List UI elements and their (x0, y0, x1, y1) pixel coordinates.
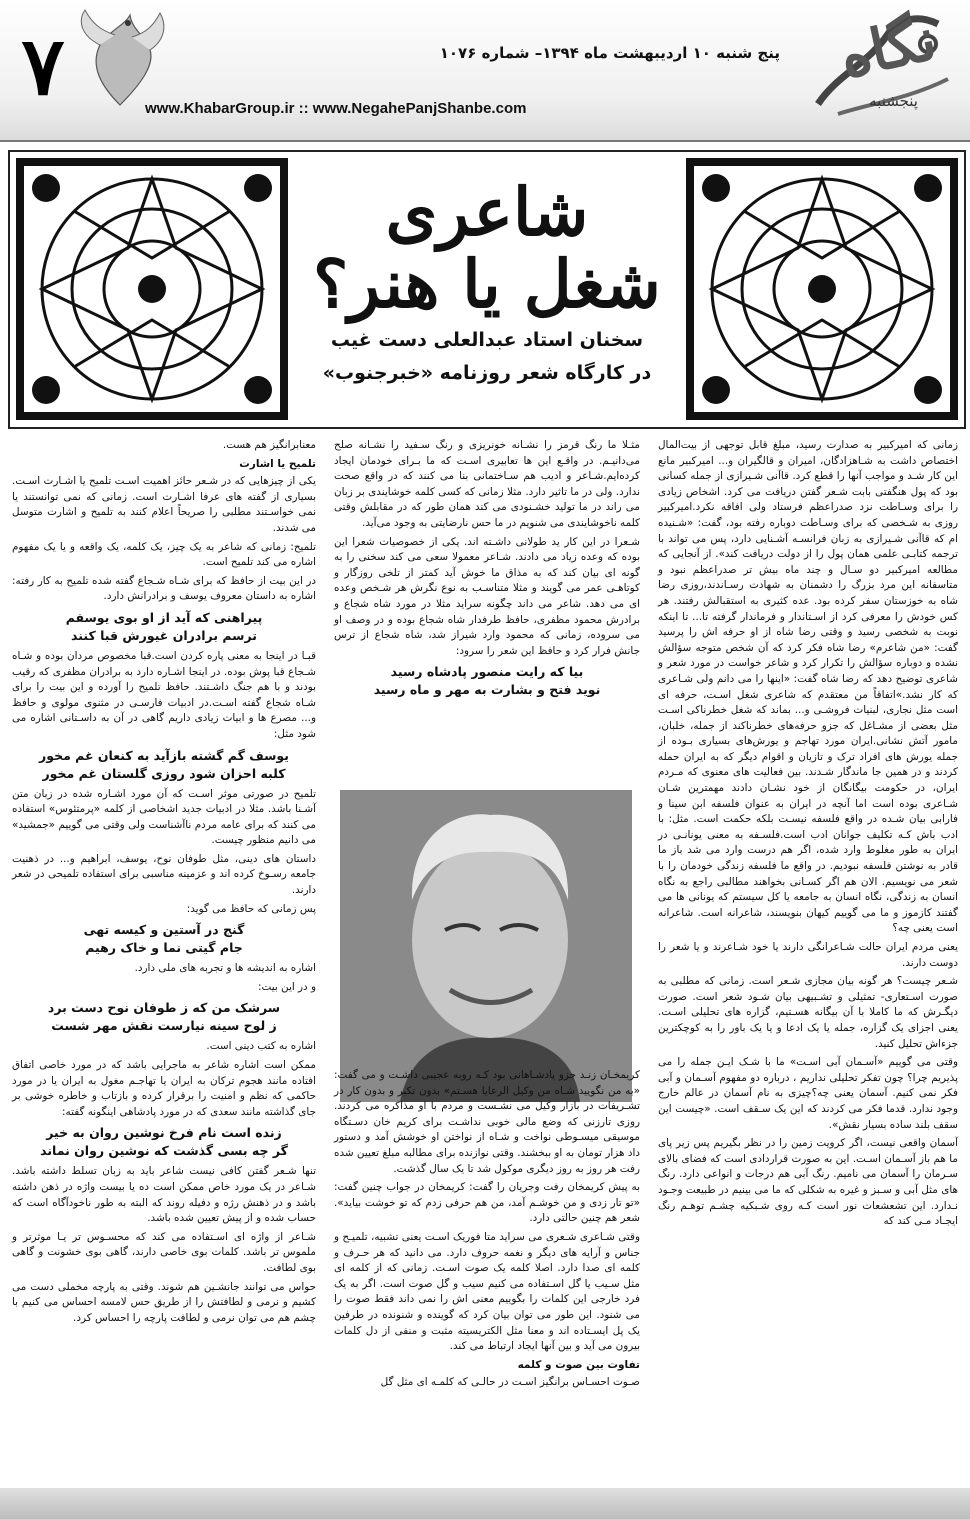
paragraph: تلمیح: زمانی که شاعر به یک چیز، یک کلمه، یک واقعه و یا یک مفهوم اشاره می کند تلمیح است. (12, 540, 316, 569)
verse-line: جام گیتی نما و خاک رهیم (85, 940, 243, 956)
newspaper-logo (808, 4, 958, 122)
paragraph: مثـلا ما رنگ قرمز را نشـانه خونریزی و رنگ سـفید را نشـانه صلح می‌دانیـم. در واقـع این ها تعابیری اسـت که ما بـرای خودمان ایجاد کرده‌ایم.شـاعر و ادیب هم سـاختمانی بنا می کنند که در واقع صحت ندارد. ولی در ما تاثیر دارد. مثلا زمانی که کسی کلمه خوشایندی بر زبان می راند در ما تولید خشـنودی می کند همان طور که در مقابلش وقتی کلمه ناخوشایندی می شنویم در ما حس نارضایتی به وجود می‌آید. (334, 439, 640, 529)
arabesque-pattern-right (686, 158, 958, 420)
paragraph: حواس می توانند جانشـین هم شوند. وقتی به پارچه مخملی دست می کشیم و نرمی و لطافتش را از طریق حس لامسه احساس می کنیم با چشم هم می توان نرمی و لطافت پارچه را احساس کرد. (12, 1280, 316, 1324)
verse-4 (12, 999, 316, 1035)
paragraph: آسمان واقعی نیست، اگر کرویت زمین را در نظر بگیریم پس زیر پای ما هم باز آسـمان اسـت. این به صورت قراردادی است که فضای بالای سـرمان را آسمان می نامیم. رنگ آبی هم درجات و انواعی دارد. رنگ های مثل آبی و سـبز و غیره به شکلی که ما می بینیم در طبیعت وجـود نـدارد. این تشعشعات نور است کـه روی شـبکیه چشـم توهـم رنگ ایجـاد مـی کند که (658, 1137, 958, 1228)
logo-word: نگاه (833, 4, 943, 92)
subheading-sound-word: تفاوت بین صوت و کلمه (517, 1358, 640, 1371)
paragraph: اشاره به کتب دینی است. (206, 1040, 316, 1053)
page-number: ۷ (21, 19, 65, 113)
paragraph: تنها شـعر گفتن کافی نیست شاعر باید به زبان تسلط داشته باشد. شـاعر در یک مورد خاص ممکن است ده یا بیست واژه در ذهن داشته باشد و در ذهنش رژه و دفیله روند که البته به طور ناخودآگاه است که حساب شده و از پیش تعیین شده باشد. (12, 1165, 316, 1225)
verse-2 (12, 747, 316, 783)
paragraph: تلمیح در صورتی موثر اسـت که آن مورد اشـاره شده در زبان متن آشـنا باشد. مثلا در ادبیات جدید اشخاصی از کلمه «پرمتئوس» استفاده می کنند که برای عامه مردم ناآشناست ولی وقتی می گوییم «جمشید» می دانیم منظور چیست. (12, 787, 316, 847)
column-left (12, 438, 316, 1329)
author-portrait (340, 790, 632, 1102)
verse-line: ترسم برادران غیورش قبا کنند (71, 627, 257, 643)
paragraph: اشاره به اندیشه ها و تجربه های ملی دارد. (134, 962, 316, 975)
paragraph: و در این بیت: (258, 980, 316, 993)
subheadline-line-1: سخنان استاد عبدالعلی دست غیب (330, 329, 644, 351)
article-columns (12, 438, 958, 1478)
article-banner (8, 150, 966, 429)
column-middle-top (334, 438, 640, 703)
paragraph: داستان های دینی، مثل طوفان نوح، یوسف، ابراهیم و... در ذهنیت جامعه رسـوخ کرده اند و عزمینه مناسبی برای استفاده تلمیحی در شعر دارند. (12, 852, 316, 897)
verse-line: بیا که رایت منصور پادشاه رسید (390, 664, 584, 680)
paragraph: زمانی که امیرکبیر به صدارت رسید، مبلغ قابل توجهی از بیت‌المال اختصاص داشت به شـاهزادگان، امیران و قالگیران و... امیرکبیر مانع این کار شـد و مواجب آنها را قطع کرد. قاآنی شـیرازی از جمله کسانی بود که پول هنگفتی بابت شـعر گفتن دریافت می کرد. اشخاص زیادی را برای وسـاطت نزد صدراعظم فرستاد ولی افاقه نکرد.امیرکبیر روزی به شـخصی که برای وسـاطت دوباره رفته بود، گفت: «شـنیده ام که قاآنی شـیرازی به زبان فرانسـه آشـنایی دارد، پس می تواند با ترجمه کتابـی علمی همان پول را از دولت دریافت کند». از آنجایی که مطالعه امیرکبیر دو سـال و چند ماه بیش تر صدراعظم نبود و متاسفانه این مرد بزرگ را دشمنان به شهادت رسـاندند،روزی رضا شاه به خوزستان سفر کرده بود. عده کثیری به استقبالش رفتند. هر کس خودش را معرفی کرد از اسـتاندار و فرماندار گرفته تا... تا اینکه نوبت به شخصی رسید و وقتی رضا شاه از او حرفه اش را پرسید گفت: «من شاعرم» رضا شاه فکر کرد که آن شخص متوجه سؤالش نشده و دوباره سؤالش را تکرار کرد و شاعر خواست در مورد شعر و شاعری توضیح دهد که رضا شاه گفت: «اینها را می دانم ولی شـاعری که کار نشد.»اتفاقاً من معتقدم که شاعری شغل اسـت، حرفه ای است مثل نجاری، لبنیات فروشـی و... بماند که شغل خطرناکی اسـت مثل بعضی از مشـاغل که جزو حرفه‌های خطرناکند از جمله، خلبان، مامور آتش نشانی.ایران مورد تهاجم و یورش‌های بسیاری بـوده از جمله یورش های افراد ترک و تازیان و اقوام دیگر که به ایران حمله کردند و در همین جا ماندگار شـدند. بین فعالیت های معنوی که مـردم ایران، در حکومت بیگانگان از خود نشـان دادند مهمترین شـان شـاعری بوده است اما آنچه در ایران به عنوان فلسفه ابن سینا و فارابی بیان شـده در واقع فلسفه نیسـت بلکه حکمت است. مثل: با ادب باش کـه تکلیف جوانان ادب است.فلسـفه به معنی یونانـی در ایران به طور مغلوط وارد شده، اگر هم درست وارد می شد باز ما قادر به نوشتن فلسفه نبودیم. در واقع ما فلسفه زندگی خودمان را با شعر می نویسیم. الان هم اگر کسـانی بخواهند مطالبی راجع به نگاه انسان به زندگی، نگاه انسان به جامعه یا کل سیستم که یونانی ها می گفتند کازموز و ما می گوییم کیهان بنویسند، شاعرانه است. شاعرانه است یعنی چه؟ (658, 439, 958, 935)
subheadline-line-2: در کارگاه شعر روزنامه «خبرجنوب» (322, 362, 652, 384)
paragraph: به پیش کریمخان رفت وجریان را گفت: کریمخان در جواب چنین گفت: «تو تار زدی و من خوشـم آمد، من هم حرفی زدم که تو خوشت بیاید». شعر هم چنین حالتی دارد. (334, 1181, 640, 1225)
paragraph: وقتی می گوییم «آسـمان آبی اسـت» ما با شـک ایـن جمله را می پذیریم چرا؟ چون تفکر تحلیلی نداریم ، درباره دو مفهوم آسـمان و آبی فکر نمی کنیم. آسمان یعنی چه؟چیزی به نام آسمان در عالم خارج وجود ندارد. قدما فکر می کردند که این یک سـقف است. «چیست این سقف بلند ساده بسیار نقش». (658, 1056, 958, 1131)
paragraph: معنابرانگیز هم هست. (222, 439, 316, 451)
paragraph: شـاعر از واژه ای اسـتفاده می کند که محسـوس تر یـا موثرتر و ملموس تر باشد. کلمات بوی خاصی دارند، گاهی بوی خشونت و گاهی بوی لطافت. (12, 1230, 316, 1274)
paragraph: در این بیت از حافظ که برای شـاه شـجاع گفته شده تلمیح به کار رفته: اشاره به داستان معروف یوسف و برادرانش دارد. (12, 574, 316, 603)
paragraph: پس زمانی که حافظ می گوید: (186, 902, 316, 915)
phoenix-illustration (70, 5, 170, 115)
verse-line: ز لوح سینه نیارست نقش مهر شست (51, 1018, 277, 1034)
paragraph: قبـا در اینجا به معنی پاره کردن است.قبا مخصوص مردان بوده و شـاه شـجاع قبا پوش بوده. در اینجا اشـاره دارد به برادران مظفری که رقیب بودند و با هم جنگ داشـتند. حافظ تلمیح را آورده و این بیت را برای شـاه شجاع گفته اسـت.در ادبیات فارسـی در مثنوی مولوی و حافظ و... مصرع ها و ابیات زیادی داریم گاهی در آن به داسـتانی اشاره می شود مثل: (12, 649, 316, 740)
page-header (0, 0, 970, 142)
verse-line: پیراهنی که آید از او بوی یوسفم (65, 609, 263, 625)
verse-line: کلبه احزان شود روزی گلستان غم مخور (42, 765, 286, 781)
verse-3 (12, 921, 316, 957)
verse-line: زنده است نام فرخ نوشین روان به خیر (46, 1125, 282, 1141)
paragraph: وقتی شـاعری شـعری می سراید متا فوریک اسـت یعنی تشبیه، تلمیـح و جناس و آرایه های دیگر و نغمه حروف دارد. می دانید که هر حـرف و کلمه ای صدا دارد. اصلا کلمه یک صوت اسـت. زمانی که از کلمه ای مثل سـیب یا گل اسـتفاده می کنیم سیب و گل صوت است. اگر به یک فرد خارجی این کلمات را بگوییم معنی اش را نمی داند فقط صوت را می شنود. این طور می توان بیان کرد که گوینده و شنونده در طرفین یک پل ایسـتاده اند و معنا مثل الکتریسیته مثبت و منفی از دل کلمات بیرون می آید و بین آنها ایجاد ارتباط می کند. (334, 1230, 640, 1353)
paragraph: شـعرا در این کار ید طولانی داشـته اند. یکی از خصوصیات شعرا این بوده که وعده زیاد می دادند. شـاعر معمولا سعی می کند سخنی را به گونه ای بیان کند که به مذاق ما خوش آید کمتر از تلخی روزگار و کوتاهـی عمر می گویند و مثلا متناسـب به نوع نگرش هر شـخص وعده ای می دهد. شاعر می داند چگونه سراید مثلا در مورد شاه شجاع و برادرش محمود مظفری، حافظ طرفدار شاه شجاع بوده و در وصف او می سروده، زمانی که محمود وارد شیراز شد، شاه شجاع از ترس جانش فرار کرد و حافظ این شعر را سرود: (334, 535, 640, 657)
footer-bar (0, 1488, 970, 1519)
verse-hafez (334, 663, 640, 699)
verse-1 (12, 609, 316, 645)
headline-line-2: شغل یا هنر؟ (313, 245, 661, 323)
website-urls[interactable]: www.KhabarGroup.ir :: www.NegahePanjShanbe.com (145, 100, 527, 117)
paragraph: ممکن است اشاره شاعر به ماجرایی باشد که در مورد خاصی اتفاق افتاده مانند هجوم ترکان به ایران یا تهاجـم مغول به ایران یا در مورد حاکمی که نظم و امنیت را برقرار کرده و بازتاب و خاطره خوشی بر جای گذاشته مانند سعدی که در مورد پادشاهی اینگونه گفته: (12, 1059, 316, 1118)
verse-line: گنج در آستین و کیسه تهی (83, 922, 245, 938)
paragraph: کریمخـان زنـد جزو پادشـاهانی بود کـه روبه عجیبی داشـت و می گفت: «به من نگویید شـاه من وکیل الرعایا هسـتم» بدون تکبر و بدون کار در تشـریفات در بازار وکیل می نشـست و مردم با او مذاکره می کردند. روزی تارزنی که وضع مالی خوبی نداشـت برای کریم خان دسـتگاه موسیقی میسـوطی نواخت و شـاه از نواختن او خوشش آمد و دستور داد هزار تومان به او ببخشند. وقتی نوازنده برای مطالبه مبلغ تعیین شده رفت هر روز به روز دیگری موکول شد تا یک سال گذشت. (334, 1069, 640, 1175)
paragraph: یکی از چیزهایی که در شـعر حائز اهمیت اسـت تلمیح یا اشـارت اسـت. بسیاری از گفته های عرفا اشـارت است. زمانی که نمی توانستند یا نمی خواسـتند مطلبی را صریحاً اعلام کنند به تلمیح و اشارت متوسل می شدند. (12, 475, 316, 534)
verse-line: سرشک من که ز طوفان نوح دست برد (47, 1000, 281, 1016)
headline-line-1: شاعری (385, 173, 589, 251)
paragraph: یعنی مردم ایران حالت شـاعرانگی دارند یا خود شـاعرند و یا شعر را دوست دارند. (658, 941, 958, 969)
paragraph: صـوت احسـاس برانگیز اسـت در حالـی که کلمـه ای مثل گل (380, 1376, 640, 1389)
logo-subtitle: پنجشنبه (869, 92, 918, 110)
arabesque-pattern-left (16, 158, 288, 420)
subheading-allusion: تلمیح یا اشارت (239, 457, 316, 470)
paragraph: شـعر چیست؟ هر گونه بیان مجازی شـعر است. زمانی که مطلبی به صورت اسـتعاری- تمثیلی و تشـبیهی بیان شـود شعر است. صورت دیگـرش که ما کاملا با آن بیگانه هسـتیم، گزاره های تحلیلی اسـت. یعنی اجزای یک گزاره، جمله یا یک ادعا و یا یک باور را به کوچکترین جزءاش تحلیل کنید. (658, 975, 958, 1050)
headline-block (300, 162, 674, 417)
column-right (658, 438, 958, 1233)
verse-5 (12, 1124, 316, 1160)
verse-line: نوید فتح و بشارت به مهر و ماه رسید (373, 682, 601, 698)
column-middle-bottom (334, 1068, 640, 1394)
verse-line: گر چه بسی گذشت که نوشین روان نماند (40, 1143, 288, 1159)
issue-dateline: پنج شنبه ۱۰ اردیبهشت ماه ۱۳۹۴– شماره ۱۰۷۶ (439, 44, 780, 62)
verse-line: یوسف گم گشته بازآید به کنعان غم مخور (39, 747, 289, 763)
